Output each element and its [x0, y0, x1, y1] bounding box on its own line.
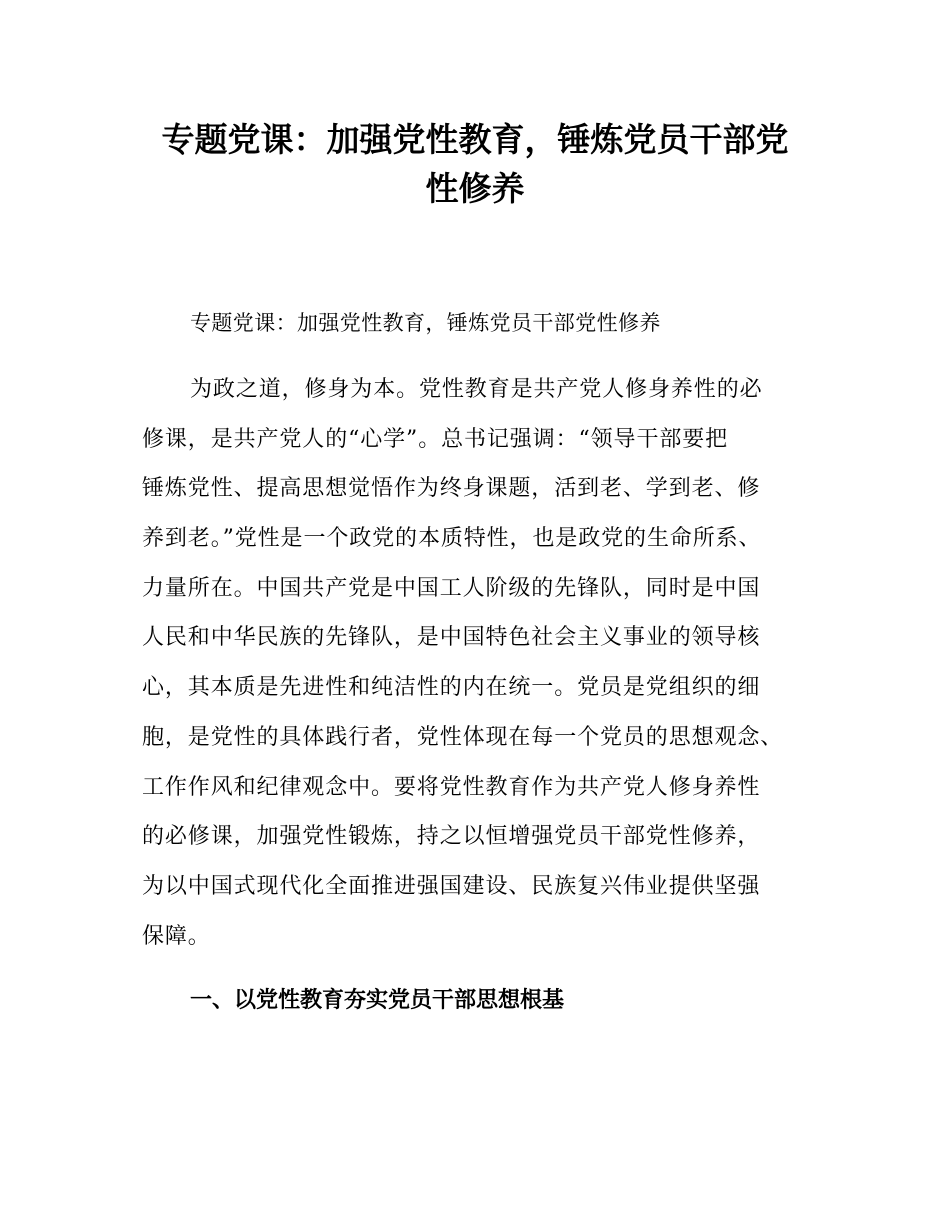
body-paragraph: [142, 372, 842, 968]
section-heading: 一、以党性教育夯实党员干部思想根基: [190, 988, 565, 1013]
paragraph-line: 为以中国式现代化全面推进强国建设、民族复兴伟业提供坚强: [142, 873, 761, 899]
document-subtitle: 专题党课：加强党性教育，锤炼党员干部党性修养: [190, 311, 661, 335]
document-title-line-2: 性修养: [425, 169, 525, 208]
paragraph-line: 心，其本质是先进性和纯洁性的内在统一。党员是党组织的细: [142, 675, 761, 701]
paragraph-line: 胞，是党性的具体践行者，党性体现在每一个党员的思想观念、: [142, 724, 784, 750]
document-title-line-1: 专题党课：加强党性教育，锤炼党员干部党: [161, 120, 789, 159]
paragraph-line: 力量所在。中国共产党是中国工人阶级的先锋队，同时是中国: [142, 575, 761, 601]
paragraph-line: 为政之道，修身为本。党性教育是共产党人修身养性的必: [190, 377, 763, 402]
paragraph-line: 人民和中华民族的先锋队，是中国特色社会主义事业的领导核: [142, 625, 761, 651]
paragraph-line: 修课，是共产党人的“心学”。总书记强调：“领导干部要把: [142, 426, 729, 452]
paragraph-line: 养到老。”党性是一个政党的本质特性，也是政党的生命所系、: [142, 526, 762, 552]
paragraph-line: 工作作风和纪律观念中。要将党性教育作为共产党人修身养性: [142, 774, 761, 800]
paragraph-line: 的必修课，加强党性锻炼，持之以恒增强党员干部党性修养，: [142, 824, 761, 850]
paragraph-line: 锤炼党性、提高思想觉悟作为终身课题，活到老、学到老、修: [142, 476, 761, 502]
paragraph-line: 保障。: [142, 923, 211, 949]
